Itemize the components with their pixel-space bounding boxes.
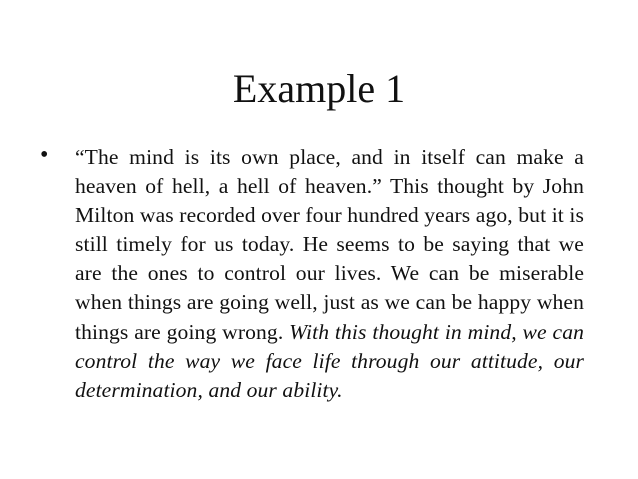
bullet-paragraph [75,143,584,405]
slide-title: Example 1 [232,66,406,111]
bullet-icon: • [40,142,49,168]
paragraph-italic-text: With this thought in mind, we can control the way we face life through our attitude, our determination, and our ability. [75,319,584,402]
paragraph-regular-text: “The mind is its own place, and in itself can make a heaven of hell, a hell of heaven.” This thought by John Milton was recorded over four hundred years ago, but it is still timely for us today. He seems to be saying that we are the ones to control our lives. We can be miserable when things are going well, just as we can be happy when things are going wrong. [75,145,584,344]
